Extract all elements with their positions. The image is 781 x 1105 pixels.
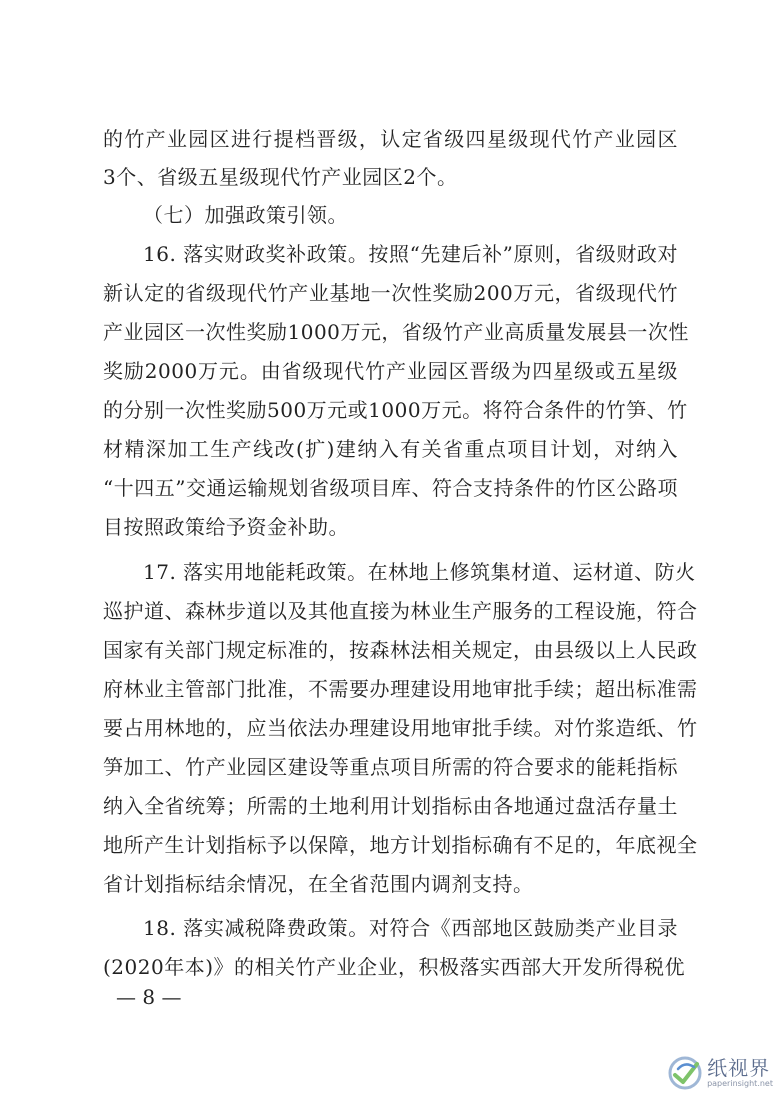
section-heading: （七）加强政策引领。: [143, 203, 348, 227]
text-line: 省计划指标结余情况，在全省范围内调剂支持。: [103, 872, 534, 896]
watermark-url: paperinsight.net: [707, 1079, 773, 1088]
text-line: 产业园区一次性奖励1000万元，省级竹产业高质量发展县一次性: [103, 320, 689, 344]
text-line: 新认定的省级现代竹产业基地一次性奖励200万元，省级现代竹: [103, 281, 678, 305]
text-line: 目按照政策给予资金补助。: [103, 515, 349, 539]
text-line: 要占用林地的，应当依法办理建设用地审批手续。对竹浆造纸、竹: [103, 716, 698, 740]
text-line: 府林业主管部门批准，不需要办理建设用地审批手续；超出标准需: [103, 677, 698, 701]
text-line: 的分别一次性奖励500万元或1000万元。将符合条件的竹笋、竹: [103, 398, 688, 422]
paragraph-18-first-line: 18. 落实减税降费政策。对符合《西部地区鼓励类产业目录: [143, 916, 678, 940]
text-line: 奖励2000万元。由省级现代竹产业园区晋级为四星级或五星级: [103, 359, 678, 383]
text-line: 巡护道、森林步道以及其他直接为林业生产服务的工程设施，符合: [103, 599, 698, 623]
watermark-name: 纸视界: [707, 1056, 771, 1080]
text-line: 地所产生计划指标予以保障，地方计划指标确有不足的，年底视全: [103, 833, 698, 857]
text-line: 材精深加工生产线改(扩)建纳入有关省重点项目计划，对纳入: [103, 437, 678, 461]
page-number: — 8 —: [116, 985, 182, 1009]
watermark: [667, 1055, 773, 1091]
text-line: 纳入全省统筹；所需的土地利用计划指标由各地通过盘活存量土: [103, 794, 678, 818]
paragraph-17-first-line: 17. 落实用地能耗政策。在林地上修筑集材道、运材道、防火: [143, 560, 696, 584]
text-line: “十四五”交通运输规划省级项目库、符合支持条件的竹区公路项: [103, 476, 678, 500]
text-line: (2020年本)》的相关竹产业企业，积极落实西部大开发所得税优: [103, 955, 686, 979]
text-line: 笋加工、竹产业园区建设等重点项目所需的符合要求的能耗指标: [103, 755, 678, 779]
paragraph-16-first-line: 16. 落实财政奖补政策。按照“先建后补”原则，省级财政对: [143, 242, 678, 266]
paperinsight-logo-icon: [667, 1055, 703, 1091]
text-line: 3个、省级五星级现代竹产业园区2个。: [103, 165, 458, 189]
text-line: 国家有关部门规定标准的，按森林法相关规定，由县级以上人民政: [103, 638, 698, 662]
text-line: 的竹产业园区进行提档晋级，认定省级四星级现代竹产业园区: [103, 127, 678, 151]
